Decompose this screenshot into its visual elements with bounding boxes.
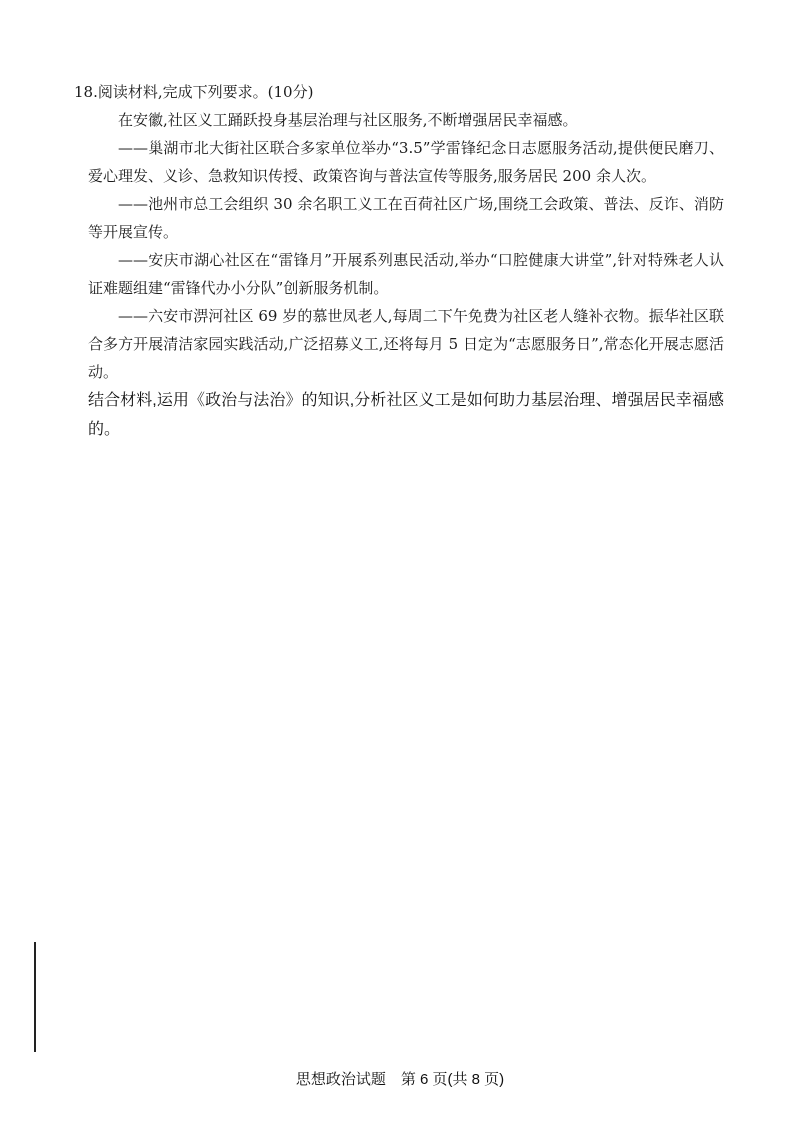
material-item-3: ——安庆市湖心社区在“雷锋月”开展系列惠民活动,举办“口腔健康大讲堂”,针对特殊老人认证难题组建“雷锋代办小分队”创新服务机制。 xyxy=(88,251,724,297)
question-18 xyxy=(74,78,724,444)
material-item-1: ——巢湖市北大街社区联合多家单位举办“3.5”学雷锋纪念日志愿服务活动,提供便民磨刀、爱心理发、义诊、急救知识传授、政策咨询与普法宣传等服务,服务居民 200 余人次。 xyxy=(88,139,724,185)
material-intro: 在安徽,社区义工踊跃投身基层治理与社区服务,不断增强居民幸福感。 xyxy=(118,111,578,129)
page-footer: 思想政治试题 第 6 页(共 8 页) xyxy=(295,1071,505,1088)
question-task: 结合材料,运用《政治与法治》的知识,分析社区义工是如何助力基层治理、增强居民幸福感的。 xyxy=(88,392,724,438)
margin-line xyxy=(34,942,36,1052)
material-item-4: ——六安市淠河社区 69 岁的慕世凤老人,每周二下午免费为社区老人缝补衣物。振华社区联合多方开展清洁家园实践活动,广泛招募义工,还将每月 5 日定为“志愿服务日”,常态化开展志愿活动。 xyxy=(88,307,724,381)
material-item-2: ——池州市总工会组织 30 余名职工义工在百荷社区广场,围绕工会政策、普法、反诈、消防等开展宣传。 xyxy=(88,195,724,241)
question-header: 18.阅读材料,完成下列要求。(10分) xyxy=(74,83,314,101)
